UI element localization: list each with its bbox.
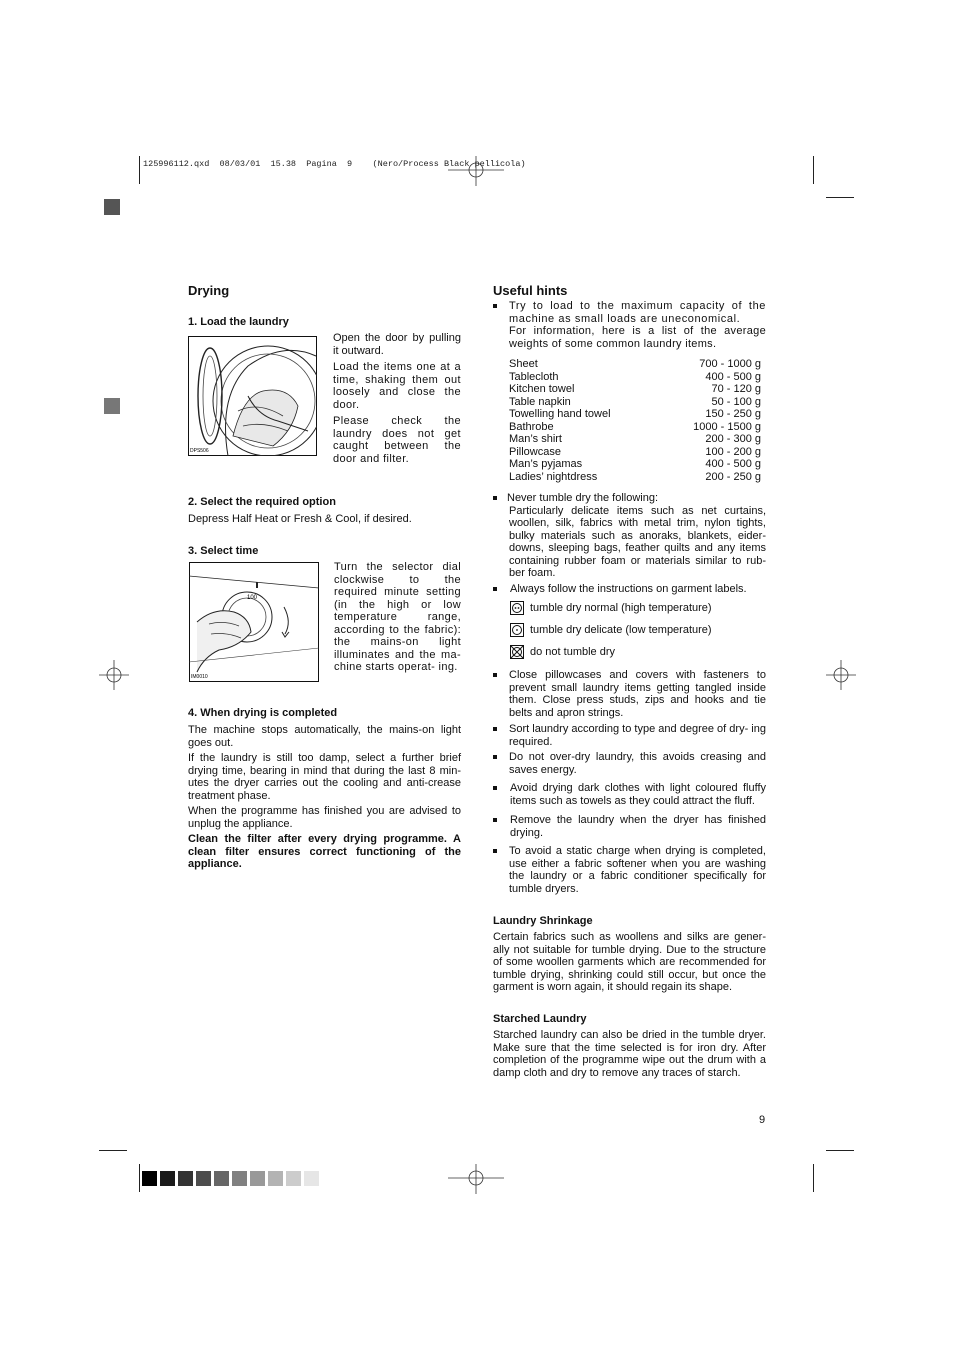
completed-text: When the programme has finished you are advised to unplug the appliance. bbox=[188, 805, 461, 830]
registration-mark-bottom bbox=[448, 1164, 504, 1194]
hint-item: Try to load to the maximum capacity of the machine as small loads are uneconomical. For information, here is a list of the average weights of some common laundry items. bbox=[493, 300, 766, 350]
select-option-text: Depress Half Heat or Fresh & Cool, if desired. bbox=[188, 513, 412, 525]
registration-mark-top bbox=[448, 156, 504, 186]
weight-item: Man’s pyjamas bbox=[509, 458, 583, 470]
page-number: 9 bbox=[759, 1114, 766, 1126]
weight-row bbox=[509, 446, 761, 459]
color-swatch bbox=[160, 1171, 175, 1186]
color-swatch bbox=[232, 1171, 247, 1186]
weight-item: Kitchen towel bbox=[509, 383, 575, 395]
color-swatch bbox=[142, 1171, 157, 1186]
tumble-dry-delicate-icon bbox=[510, 623, 524, 637]
care-symbol-row: tumble dry normal (high temperature) bbox=[510, 601, 712, 615]
weights-table bbox=[509, 358, 761, 483]
weight-value: 200 - 250 g bbox=[705, 470, 761, 483]
shrinkage-heading: Laundry Shrinkage bbox=[493, 915, 593, 927]
weight-value: 70 - 120 g bbox=[711, 383, 761, 395]
weight-value: 400 - 500 g bbox=[705, 370, 761, 383]
crop-mark bbox=[826, 1150, 854, 1151]
weight-value: 150 - 250 g bbox=[705, 408, 761, 420]
registration-mark-right bbox=[826, 660, 856, 690]
gray-marker bbox=[104, 398, 120, 414]
weight-row bbox=[509, 383, 761, 396]
load-laundry-illustration bbox=[188, 336, 317, 456]
crop-mark bbox=[826, 197, 854, 198]
hint-item: Do not over-dry laundry, this avoids creasing and saves energy. bbox=[493, 751, 766, 776]
starched-text: Starched laundry can also be dried in the tumble dryer. Make sure that the time selected is for iron dry. After completion of the programme wipe out the drum with a damp cloth and dry to remove any traces of starch. bbox=[493, 1029, 766, 1079]
care-symbol-row: tumble dry delicate (low temperature) bbox=[510, 623, 712, 637]
hint-item: To avoid a static charge when drying is completed, use either a fabric softener when you are washing the laundry or a fabric conditioner specifically for tumble dryers. bbox=[493, 845, 766, 895]
crop-mark bbox=[813, 1164, 814, 1192]
weight-row bbox=[509, 358, 761, 371]
weight-row bbox=[509, 471, 761, 484]
weight-value: 400 - 500 g bbox=[705, 458, 761, 470]
hint-item: Avoid drying dark clothes with light coloured fluffy items such as towels as they could attract the fluff. bbox=[493, 782, 766, 807]
weight-value: 1000 - 1500 g bbox=[693, 420, 761, 433]
weight-value: 200 - 300 g bbox=[705, 433, 761, 445]
useful-hints-title: Useful hints bbox=[493, 283, 568, 298]
hint-item: Always follow the instructions on garment labels. bbox=[493, 583, 766, 596]
load-laundry-text: Please check the laundry does not get caught between the door and filter. bbox=[333, 415, 461, 465]
load-laundry-heading: 1. Load the laundry bbox=[188, 316, 289, 328]
weight-item: Table napkin bbox=[509, 395, 571, 408]
load-laundry-text: Open the door by pulling it outward. bbox=[333, 332, 461, 357]
weight-item: Man’s shirt bbox=[509, 433, 562, 445]
illustration-code: IM0010 bbox=[191, 674, 208, 680]
slug-line: 125996112.qxd 08/03/01 15.38 Pagina 9 (Nero/Process Black pellicola) bbox=[143, 159, 526, 169]
dial-label: 100 bbox=[247, 595, 258, 601]
illustration-code: DPS506 bbox=[190, 448, 209, 454]
weight-value: 100 - 200 g bbox=[705, 445, 761, 458]
crop-mark bbox=[139, 156, 140, 184]
weight-row bbox=[509, 371, 761, 384]
hint-item: Close pillowcases and covers with fasteners to prevent small laundry items getting tangled inside them. Close press studs, zips and hooks and tie belts and apron strings. bbox=[493, 669, 766, 719]
color-swatch bbox=[250, 1171, 265, 1186]
registration-mark-left bbox=[99, 660, 129, 690]
color-swatch bbox=[214, 1171, 229, 1186]
weight-item: Ladies’ nightdress bbox=[509, 470, 598, 483]
weight-value: 700 - 1000 g bbox=[699, 358, 761, 370]
weight-value: 50 - 100 g bbox=[711, 395, 761, 408]
color-swatch bbox=[286, 1171, 301, 1186]
completed-text: The machine stops automatically, the mains-on light goes out. bbox=[188, 724, 461, 749]
select-option-heading: 2. Select the required option bbox=[188, 496, 336, 508]
drying-title: Drying bbox=[188, 283, 230, 298]
hint-item: Sort laundry according to type and degree of dry- ing required. bbox=[493, 723, 766, 748]
weight-row bbox=[509, 458, 761, 471]
color-swatch bbox=[178, 1171, 193, 1186]
starched-heading: Starched Laundry bbox=[493, 1013, 587, 1025]
select-time-illustration bbox=[189, 562, 319, 682]
care-symbol-row: do not tumble dry bbox=[510, 645, 615, 659]
weight-item: Towelling hand towel bbox=[509, 408, 611, 420]
clean-filter-note: Clean the filter after every drying programme. A clean filter ensures correct functioning of the appliance. bbox=[188, 833, 461, 870]
color-swatch bbox=[304, 1171, 319, 1186]
crop-mark bbox=[99, 1150, 127, 1151]
tumble-dry-normal-icon bbox=[510, 601, 524, 615]
completed-text: If the laundry is still too damp, select a further brief drying time, bearing in mind that during the last 8 min- utes the dryer carries out the cooling and anti-crease treatment phase. bbox=[188, 752, 461, 802]
color-swatch bbox=[268, 1171, 283, 1186]
weight-row bbox=[509, 433, 761, 446]
color-swatch bbox=[196, 1171, 211, 1186]
do-not-tumble-dry-icon bbox=[510, 645, 524, 659]
hint-item: Remove the laundry when the dryer has finished drying. bbox=[493, 814, 766, 839]
hint-item: Never tumble dry the following: Particularly delicate items such as net curtains, woollen, silk, fabrics with metal trim, nylon tights, bulky materials such as anoraks, blankets, eider- downs, sleeping bags, feather quilts and any items containing rubber foam or materials similar to rub- ber foam. bbox=[493, 492, 766, 580]
gray-marker bbox=[104, 199, 120, 215]
crop-mark bbox=[813, 156, 814, 184]
when-completed-heading: 4. When drying is completed bbox=[188, 707, 338, 719]
weight-item: Tablecloth bbox=[509, 370, 559, 383]
weight-item: Pillowcase bbox=[509, 445, 561, 458]
weight-row bbox=[509, 396, 761, 409]
load-laundry-text: Load the items one at a time, shaking them out loosely and close the door. bbox=[333, 361, 461, 411]
weight-item: Bathrobe bbox=[509, 420, 554, 433]
weight-row bbox=[509, 421, 761, 434]
weight-row bbox=[509, 408, 761, 421]
weight-item: Sheet bbox=[509, 358, 538, 370]
select-time-heading: 3. Select time bbox=[188, 545, 259, 557]
shrinkage-text: Certain fabrics such as woollens and silks are gener- ally not suitable for tumble drying. Due to the structure of some woollen garments which are recommended for tumble drying, shrinking could still occur, but once the garment is worn again, it should regain its shape. bbox=[493, 931, 766, 993]
select-time-text: Turn the selector dial clockwise to the required minute setting (in the high or low temperature range, according to the fabric): the mains-on light illuminates and the ma- chine starts operat- ing. bbox=[334, 561, 461, 673]
crop-mark bbox=[139, 1164, 140, 1192]
